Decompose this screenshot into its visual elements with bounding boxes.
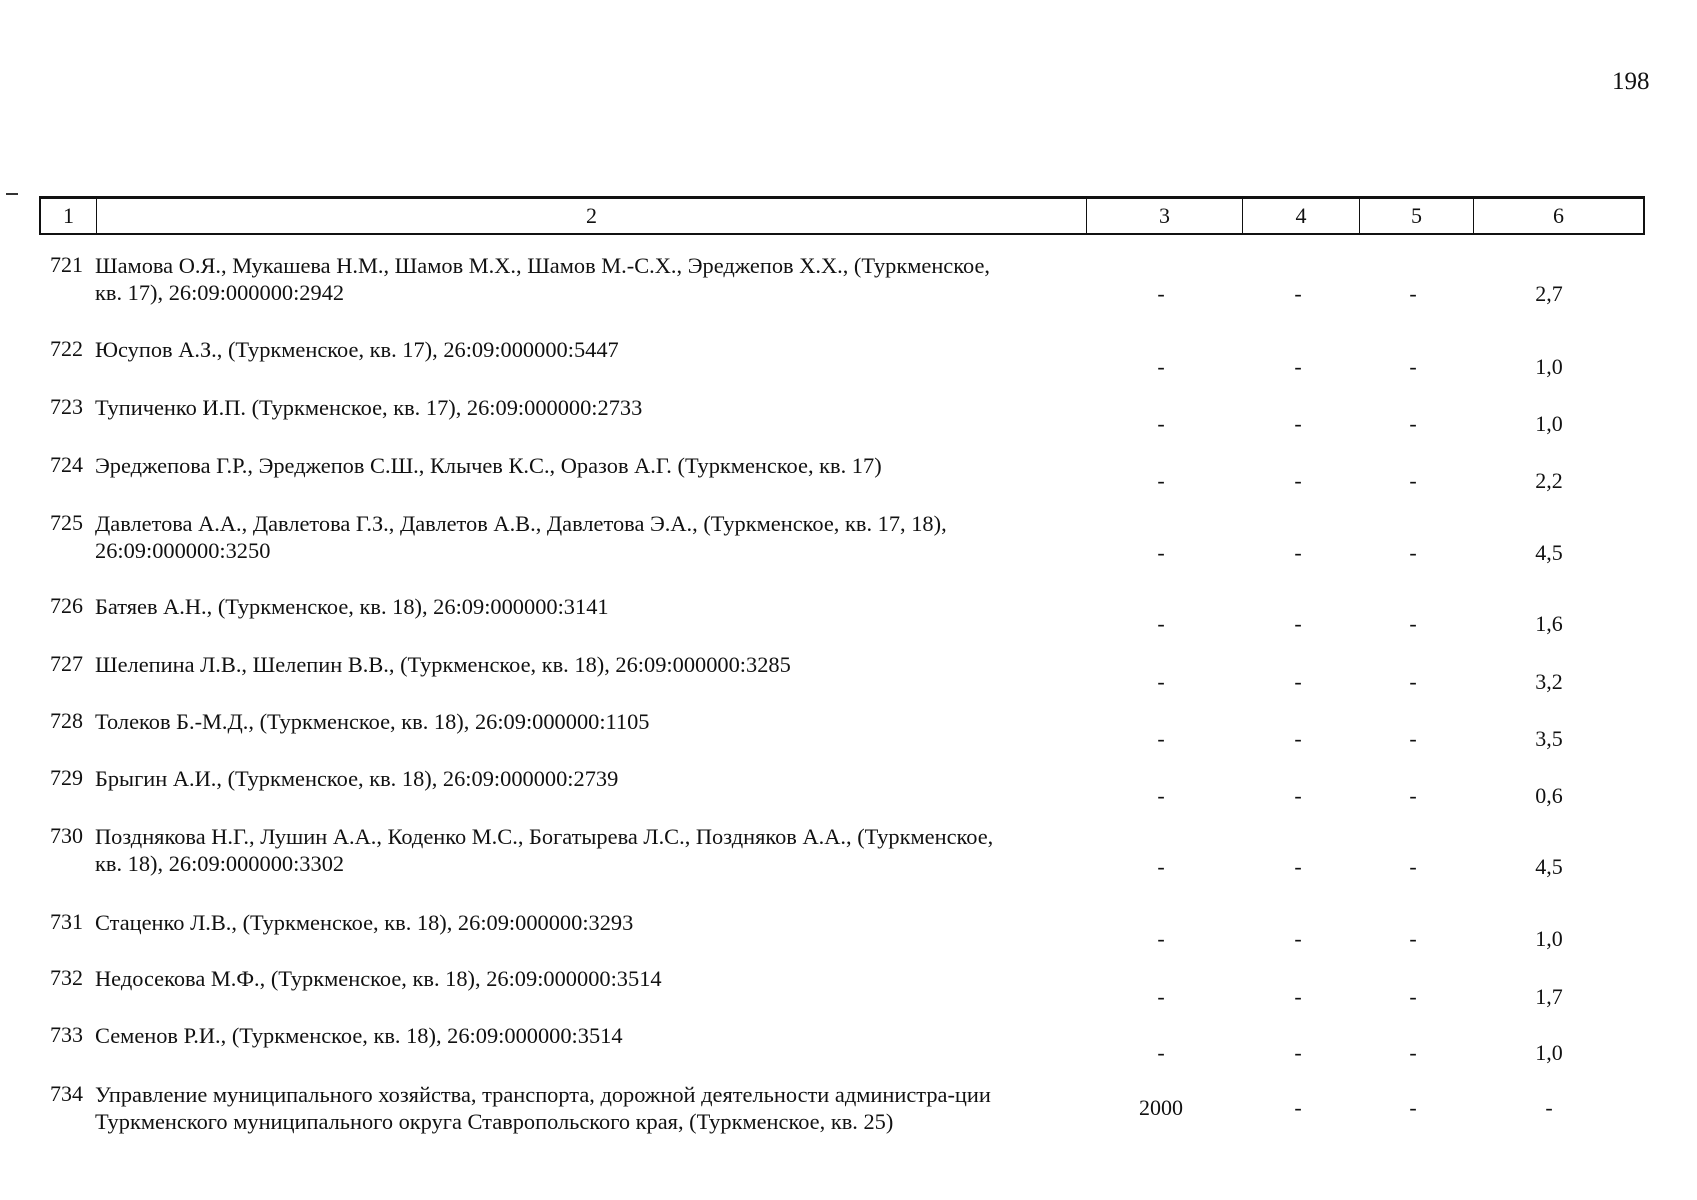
row-number: 725 [50,510,83,535]
row-number: 733 [50,1022,83,1047]
cell-c3: - [1157,926,1165,951]
row-number: 727 [50,651,83,676]
row-number: 721 [50,252,83,277]
row-description: Позднякова Н.Г., Лушин А.А., Коденко М.С., Богатырева Л.С., Поздняков А.А., (Туркменское, [95,824,994,849]
cell-c3: - [1157,468,1165,493]
row-description: Шелепина Л.В., Шелепин В.В., (Туркменское, кв. 18), 26:09:000000:3285 [95,652,791,677]
cell-c5: - [1409,669,1417,694]
cell-c4: - [1294,611,1302,636]
cell-c6: 1,0 [1535,354,1563,379]
row-description: Стаценко Л.В., (Туркменское, кв. 18), 26:09:000000:3293 [95,910,634,935]
cell-c3: - [1157,411,1165,436]
cell-c5: - [1409,854,1417,879]
cell-c6: - [1545,1095,1553,1120]
cell-c6: 2,2 [1535,468,1563,493]
header-col-1: 1 [41,199,97,233]
cell-c3: - [1157,540,1165,565]
cell-c6: 4,5 [1535,540,1563,565]
cell-c4: - [1294,854,1302,879]
cell-c4: - [1294,726,1302,751]
row-description: Управление муниципального хозяйства, транспорта, дорожной деятельности администра-ции [95,1082,991,1107]
cell-c5: - [1409,783,1417,808]
cell-c4: - [1294,1095,1302,1120]
cell-c4: - [1294,926,1302,951]
row-description: Батяев А.Н., (Туркменское, кв. 18), 26:09:000000:3141 [95,594,609,619]
cell-c5: - [1409,1095,1417,1120]
cell-c4: - [1294,540,1302,565]
row-number: 723 [50,394,83,419]
row-number: 731 [50,909,83,934]
row-description: 26:09:000000:3250 [95,538,271,563]
cell-c6: 3,2 [1535,669,1563,694]
cell-c4: - [1294,669,1302,694]
row-number: 728 [50,708,83,733]
row-description: Брыгин А.И., (Туркменское, кв. 18), 26:09:000000:2739 [95,766,619,791]
table-header [39,196,1645,235]
cell-c3: - [1157,611,1165,636]
cell-c5: - [1409,1040,1417,1065]
row-description: Эреджепова Г.Р., Эреджепов С.Ш., Клычев К.С., Оразов А.Г. (Туркменское, кв. 17) [95,453,882,478]
row-description: Толеков Б.-М.Д., (Туркменское, кв. 18), 26:09:000000:1105 [95,709,650,734]
row-description: кв. 18), 26:09:000000:3302 [95,851,345,876]
row-description: Семенов Р.И., (Туркменское, кв. 18), 26:09:000000:3514 [95,1023,623,1048]
cell-c3: - [1157,281,1165,306]
cell-c5: - [1409,726,1417,751]
cell-c4: - [1294,281,1302,306]
cell-c6: 3,5 [1535,726,1563,751]
row-description: кв. 17), 26:09:000000:2942 [95,280,345,305]
cell-c3: - [1157,1040,1165,1065]
page-number: 198 [1612,68,1650,95]
row-description: Давлетова А.А., Давлетова Г.З., Давлетов А.В., Давлетова Э.А., (Туркменское, кв. 17, 18), [95,511,947,536]
cell-c4: - [1294,783,1302,808]
cell-c3: - [1157,669,1165,694]
header-col-3: 3 [1087,199,1243,233]
cell-c5: - [1409,926,1417,951]
cell-c5: - [1409,468,1417,493]
cell-c3: - [1157,726,1165,751]
scan-mark [6,193,18,195]
header-col-6: 6 [1553,203,1564,228]
row-number: 726 [50,593,83,618]
cell-c4: - [1294,468,1302,493]
row-description: Шамова О.Я., Мукашева Н.М., Шамов М.Х., Шамов М.-С.Х., Эреджепов Х.Х., (Туркменское, [95,253,990,278]
row-number: 732 [50,965,83,990]
cell-c6: 1,0 [1535,926,1563,951]
header-col-5: 5 [1360,199,1474,233]
row-description: Тупиченко И.П. (Туркменское, кв. 17), 26:09:000000:2733 [95,395,643,420]
cell-c5: - [1409,281,1417,306]
cell-c6: 1,7 [1535,984,1563,1009]
cell-c5: - [1409,540,1417,565]
cell-c4: - [1294,984,1302,1009]
header-col-4: 4 [1243,199,1360,233]
cell-c3: 2000 [1139,1095,1183,1120]
cell-c6: 1,0 [1535,411,1563,436]
row-description: Юсупов А.З., (Туркменское, кв. 17), 26:09:000000:5447 [95,337,619,362]
cell-c4: - [1294,354,1302,379]
cell-c5: - [1409,411,1417,436]
row-number: 734 [50,1081,83,1106]
cell-c3: - [1157,854,1165,879]
cell-c4: - [1294,1040,1302,1065]
row-number: 724 [50,452,83,477]
cell-c3: - [1157,984,1165,1009]
header-col-2: 2 [97,199,1087,233]
cell-c6: 1,0 [1535,1040,1563,1065]
cell-c3: - [1157,783,1165,808]
cell-c6: 4,5 [1535,854,1563,879]
cell-c6: 2,7 [1535,281,1563,306]
cell-c5: - [1409,611,1417,636]
cell-c4: - [1294,411,1302,436]
cell-c5: - [1409,354,1417,379]
row-number: 730 [50,823,83,848]
cell-c6: 1,6 [1535,611,1563,636]
cell-c3: - [1157,354,1165,379]
row-number: 729 [50,765,83,790]
row-description: Туркменского муниципального округа Ставропольского края, (Туркменское, кв. 25) [95,1109,894,1134]
cell-c6: 0,6 [1535,783,1563,808]
row-description: Недосекова М.Ф., (Туркменское, кв. 18), 26:09:000000:3514 [95,966,662,991]
row-number: 722 [50,336,83,361]
cell-c5: - [1409,984,1417,1009]
